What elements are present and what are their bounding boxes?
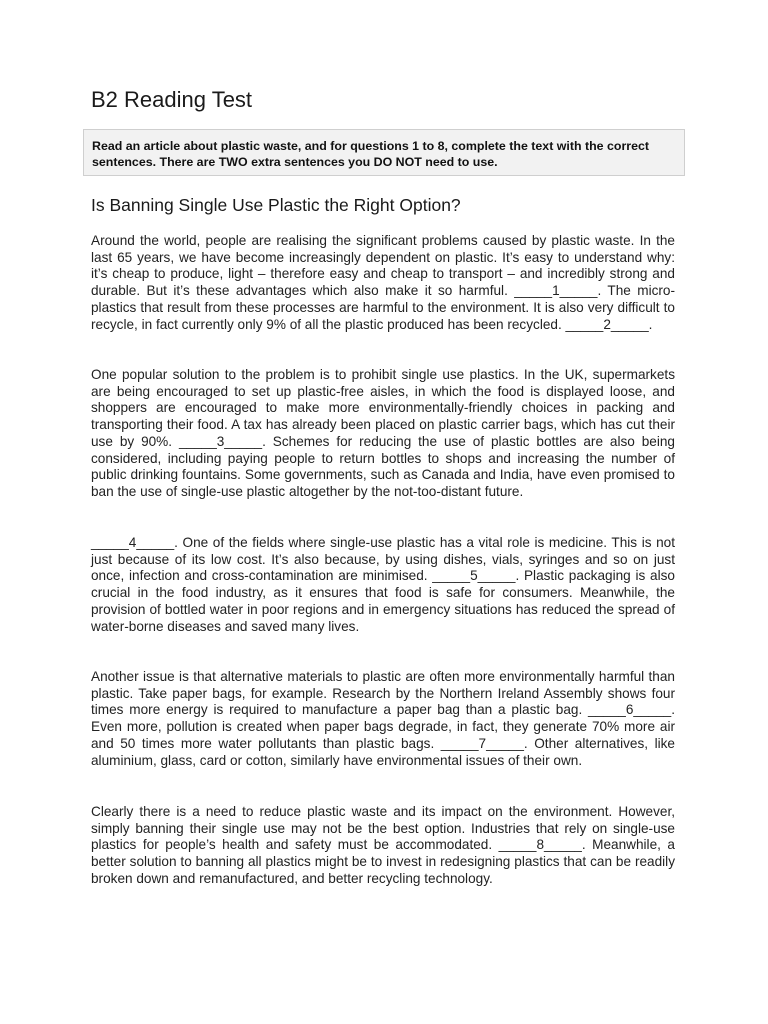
article-title: Is Banning Single Use Plastic the Right Option? <box>91 195 461 215</box>
instructions-box: Read an article about plastic waste, and for questions 1 to 8, complete the text with the correct sentences. There are TWO extra sentences you DO NOT need to use. <box>83 129 685 176</box>
article-paragraph-2: One popular solution to the problem is to prohibit single use plastics. In the UK, supermarkets are being encouraged to set up plastic-free aisles, in which the food is displayed loose, and shoppers are encouraged to make more environmentally-friendly choices in packing and transporting their food. A tax has already been placed on plastic carrier bags, which has cut their use by 90%. _____3_____. Schemes for reducing the use of plastic bottles are also being considered, including paying people to return bottles to shops and increasing the number of public drinking fountains. Some governments, such as Canada and India, have even promised to ban the use of single-use plastic altogether by the not-too-distant future. <box>91 367 675 499</box>
article-paragraph-3: _____4_____. One of the fields where single-use plastic has a vital role is medicine. This is not just because of its low cost. It’s also because, by using dishes, vials, syringes and so on just once, infection and cross-contamination are minimised. _____5_____. Plastic packaging is also crucial in the food industry, as it ensures that food is safe for consumers. Meanwhile, the provision of bottled water in poor regions and in emergency situations has reduced the spread of water-borne diseases and saved many lives. <box>91 535 675 634</box>
article-paragraph-4: Another issue is that alternative materials to plastic are often more environmentally harmful than plastic. Take paper bags, for example. Research by the Northern Ireland Assembly shows four times more energy is required to manufacture a paper bag than a plastic bag. _____6_____. Even more, pollution is created when paper bags degrade, in fact, they generate 70% more air and 50 times more water pollutants than plastic bags. _____7_____. Other alternatives, like aluminium, glass, card or cotton, similarly have environmental issues of their own. <box>91 669 675 768</box>
page-title: B2 Reading Test <box>91 87 253 112</box>
article-paragraph-1: Around the world, people are realising the significant problems caused by plastic waste. In the last 65 years, we have become increasingly dependent on plastic. It’s easy to understand why: it’s cheap to produce, light – therefore easy and cheap to transport – and incredibly strong and durable. But it’s these advantages which also make it so harmful. _____1_____. The micro-plastics that result from these processes are harmful to the environment. It is also very difficult to recycle, in fact currently only 9% of all the plastic produced has been recycled. _____2_____. <box>91 233 675 332</box>
article-paragraph-5: Clearly there is a need to reduce plastic waste and its impact on the environment. However, simply banning their single use may not be the best option. Industries that rely on single-use plastics for people’s health and safety must be accommodated. _____8_____. Meanwhile, a better solution to banning all plastics might be to invest in redesigning plastics that can be readily broken down and remanufactured, and better recycling technology. <box>91 804 675 886</box>
